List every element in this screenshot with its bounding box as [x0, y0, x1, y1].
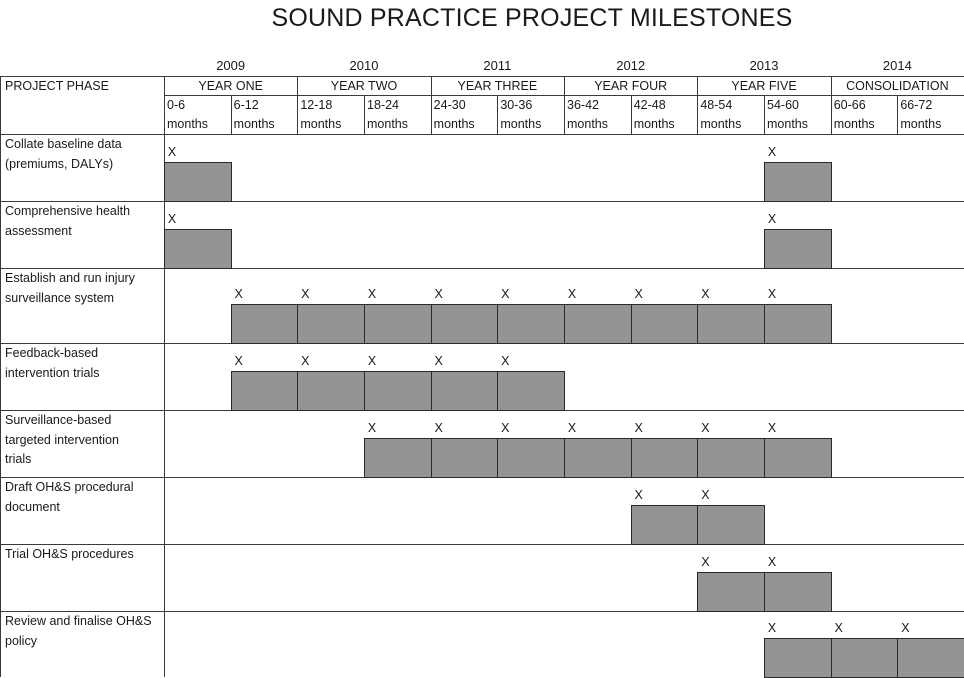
milestone-marker: X: [434, 354, 443, 368]
period-unit-label: months: [433, 117, 475, 131]
period-range-label: 12-18: [300, 98, 333, 112]
phase-bar: [231, 304, 298, 344]
phase-bar: [431, 438, 498, 478]
phase-label: Feedback-based intervention trials: [5, 346, 100, 380]
phase-bar: [631, 438, 698, 478]
phase-bar: [697, 304, 765, 344]
phase-label: Trial OH&S procedures: [5, 547, 134, 561]
project-year-label: YEAR ONE: [198, 79, 263, 93]
milestone-marker: X: [767, 212, 777, 226]
period-unit-label: months: [567, 117, 609, 131]
period-unit-label: months: [233, 117, 275, 131]
period-unit-label: months: [500, 117, 542, 131]
phase-bar: [764, 162, 832, 202]
phase-column-header: PROJECT PHASE: [5, 79, 109, 93]
milestone-marker: X: [767, 421, 777, 435]
phase-bar: [497, 371, 565, 411]
calendar-year-label: 2009: [216, 58, 246, 73]
phase-bar: [431, 371, 498, 411]
milestone-marker: X: [701, 421, 710, 435]
phase-bar: [831, 638, 898, 678]
phase-label: Establish and run injury surveillance system: [5, 271, 135, 305]
chart-title: SOUND PRACTICE PROJECT MILESTONES: [271, 4, 793, 32]
period-range-label: 36-42: [567, 98, 599, 112]
phase-bar: [764, 229, 832, 269]
project-year-label: YEAR TWO: [330, 79, 398, 93]
period-unit-label: months: [833, 117, 875, 131]
phase-bar: [497, 304, 565, 344]
period-unit-label: months: [300, 117, 342, 131]
project-year-label: CONSOLIDATION: [846, 79, 949, 93]
milestone-marker: X: [301, 354, 310, 368]
phase-bar: [764, 572, 832, 612]
phase-label: Comprehensive health assessment: [5, 204, 131, 238]
period-range-label: 66-72: [900, 98, 933, 112]
milestone-marker: X: [567, 421, 577, 435]
milestone-marker: X: [767, 145, 777, 159]
calendar-year-label: 2014: [882, 58, 912, 73]
calendar-year-label: 2012: [616, 58, 646, 73]
period-range-label: 30-36: [500, 98, 533, 112]
phase-bar: [297, 304, 365, 344]
milestone-marker: X: [701, 555, 710, 569]
milestone-marker: X: [367, 354, 377, 368]
period-range-label: 0-6: [167, 98, 186, 112]
phase-bar: [697, 572, 765, 612]
phase-bar: [297, 371, 365, 411]
phase-bar: [631, 505, 698, 545]
milestone-marker: X: [901, 621, 910, 635]
phase-bar: [564, 304, 632, 344]
milestone-marker: X: [501, 421, 510, 435]
phase-bar: [497, 438, 565, 478]
milestone-marker: X: [634, 421, 643, 435]
period-unit-label: months: [700, 117, 742, 131]
phase-bar: [764, 438, 832, 478]
milestone-marker: X: [501, 354, 510, 368]
phase-bar: [631, 304, 698, 344]
phase-bar: [364, 304, 432, 344]
milestone-marker: X: [701, 488, 710, 502]
project-year-label: YEAR FIVE: [731, 79, 797, 93]
project-year-label: YEAR FOUR: [594, 79, 668, 93]
milestone-marker: X: [767, 621, 777, 635]
period-range-label: 6-12: [233, 98, 259, 112]
phase-label: Draft OH&S procedural document: [5, 480, 134, 514]
period-range-label: 42-48: [633, 98, 666, 112]
milestone-marker: X: [567, 287, 577, 301]
milestone-marker: X: [834, 621, 843, 635]
milestone-marker: X: [367, 287, 377, 301]
phase-label: Surveillance-based targeted intervention trials: [5, 413, 119, 466]
period-range-label: 48-54: [700, 98, 733, 112]
calendar-year-label: 2011: [483, 58, 512, 73]
milestone-marker: X: [167, 212, 177, 226]
project-year-label: YEAR THREE: [457, 79, 538, 93]
period-unit-label: months: [900, 117, 942, 131]
period-unit-label: months: [767, 117, 809, 131]
phase-bar: [564, 438, 632, 478]
phase-label: Review and finalise OH&S policy: [5, 614, 152, 648]
phase-bar: [697, 438, 765, 478]
calendar-year-label: 2013: [749, 58, 779, 73]
period-range-label: 18-24: [367, 98, 399, 112]
phase-bar: [164, 162, 232, 202]
period-unit-label: months: [633, 117, 675, 131]
milestone-marker: X: [167, 145, 177, 159]
milestone-marker: X: [301, 287, 310, 301]
period-range-label: 60-66: [833, 98, 866, 112]
milestone-marker: X: [634, 488, 643, 502]
calendar-year-label: 2010: [349, 58, 379, 73]
milestone-marker: X: [767, 555, 777, 569]
phase-bar: [764, 304, 832, 344]
milestone-marker: X: [434, 287, 443, 301]
milestone-marker: X: [234, 287, 243, 301]
phase-bar: [431, 304, 498, 344]
milestone-marker: X: [501, 287, 510, 301]
milestone-marker: X: [367, 421, 377, 435]
phase-label: Collate baseline data (premiums, DALYs): [5, 137, 122, 171]
milestone-marker: X: [434, 421, 443, 435]
milestone-marker: X: [234, 354, 243, 368]
phase-bar: [764, 638, 832, 678]
phase-bar: [231, 371, 298, 411]
period-unit-label: months: [167, 117, 208, 131]
period-range-label: 24-30: [433, 98, 466, 112]
phase-bar: [164, 229, 232, 269]
milestone-marker: X: [767, 287, 777, 301]
phase-bar: [697, 505, 765, 545]
phase-bar: [897, 638, 964, 678]
period-unit-label: months: [367, 117, 408, 131]
milestone-marker: X: [701, 287, 710, 301]
phase-bar: [364, 371, 432, 411]
phase-bar: [364, 438, 432, 478]
milestone-marker: X: [634, 287, 643, 301]
period-range-label: 54-60: [767, 98, 799, 112]
